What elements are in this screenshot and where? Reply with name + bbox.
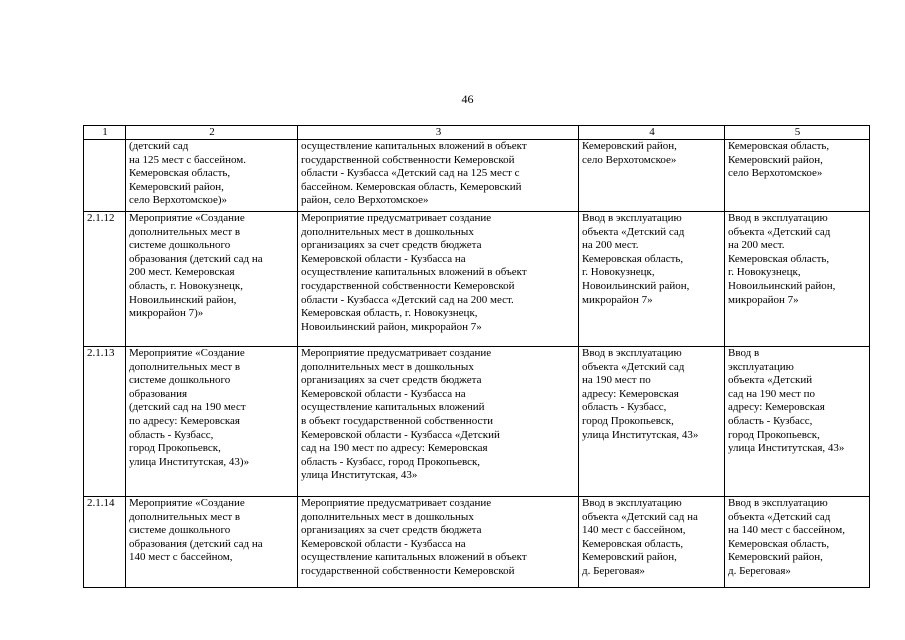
result-cell: Ввод в эксплуатацию объекта «Детский сад на 140 мест с бассейном, Кемеровская область, Кемеровский район, д. Береговая» bbox=[579, 497, 725, 588]
row-number-cell: 2.1.14 bbox=[84, 497, 126, 588]
measure-cell: Мероприятие «Создание дополнительных мест в системе дошкольного образования (детский сад на 190 мест по адресу: Кемеровская область - Кузбасс, город Прокопьевск, улица Институтская, 43)» bbox=[126, 347, 298, 497]
column-header-3: 3 bbox=[298, 126, 579, 140]
measure-cell: Мероприятие «Создание дополнительных мест в системе дошкольного образования (детский сад на 200 мест. Кемеровская область, г. Новокузнецк, Новоильинский район, микрорайон 7)» bbox=[126, 212, 298, 347]
row-number-cell: 2.1.13 bbox=[84, 347, 126, 497]
table-row bbox=[84, 347, 870, 497]
indicator-cell: Кемеровская область, Кемеровский район, село Верхотомское» bbox=[725, 140, 870, 212]
row-number-cell bbox=[84, 140, 126, 212]
indicator-cell: Ввод в эксплуатацию объекта «Детский сад на 140 мест с бассейном, Кемеровская область, Кемеровский район, д. Береговая» bbox=[725, 497, 870, 588]
description-cell: Мероприятие предусматривает создание дополнительных мест в дошкольных организациях за счет средств бюджета Кемеровской области - Кузбасса на осуществление капитальных вложений в объект государственной собственности Кемеровской области - Кузбасса «Детский сад на 190 мест по адресу: Кемеровская область - Кузбасс, город Прокопьевск, улица Институтская, 43» bbox=[298, 347, 579, 497]
measure-cell: Мероприятие «Создание дополнительных мест в системе дошкольного образования (детский сад на 140 мест с бассейном, bbox=[126, 497, 298, 588]
table-row bbox=[84, 212, 870, 347]
column-header-2: 2 bbox=[126, 126, 298, 140]
indicator-cell: Ввод в эксплуатацию объекта «Детский сад на 200 мест. Кемеровская область, г. Новокузнецк, Новоильинский район, микрорайон 7» bbox=[725, 212, 870, 347]
result-cell: Ввод в эксплуатацию объекта «Детский сад на 190 мест по адресу: Кемеровская область - Кузбасс, город Прокопьевск, улица Институтская, 43» bbox=[579, 347, 725, 497]
row-number-cell: 2.1.12 bbox=[84, 212, 126, 347]
description-cell: Мероприятие предусматривает создание дополнительных мест в дошкольных организациях за счет средств бюджета Кемеровской области - Кузбасса на осуществление капитальных вложений в объект государственной собственности Кемеровской области - Кузбасса «Детский сад на 200 мест. Кемеровская область, г. Новокузнецк, Новоильинский район, микрорайон 7» bbox=[298, 212, 579, 347]
indicator-cell: Ввод в эксплуатацию объекта «Детский сад на 190 мест по адресу: Кемеровская область - Кузбасс, город Прокопьевск, улица Институтская, 43» bbox=[725, 347, 870, 497]
table-row bbox=[84, 140, 870, 212]
column-header-5: 5 bbox=[725, 126, 870, 140]
result-cell: Ввод в эксплуатацию объекта «Детский сад на 200 мест. Кемеровская область, г. Новокузнецк, Новоильинский район, микрорайон 7» bbox=[579, 212, 725, 347]
column-header-1: 1 bbox=[84, 126, 126, 140]
measure-cell: (детский сад на 125 мест с бассейном. Кемеровская область, Кемеровский район, село Верхотомское)» bbox=[126, 140, 298, 212]
column-header-4: 4 bbox=[579, 126, 725, 140]
description-cell: Мероприятие предусматривает создание дополнительных мест в дошкольных организациях за счет средств бюджета Кемеровской области - Кузбасса на осуществление капитальных вложений в объект государственной собственности Кемеровской bbox=[298, 497, 579, 588]
measures-table bbox=[83, 125, 870, 588]
description-cell: осуществление капитальных вложений в объект государственной собственности Кемеровской области - Кузбасса «Детский сад на 125 мест с бассейном. Кемеровская область, Кемеровский район, село Верхотомское» bbox=[298, 140, 579, 212]
result-cell: Кемеровский район, село Верхотомское» bbox=[579, 140, 725, 212]
table-row bbox=[84, 497, 870, 588]
header-row bbox=[84, 126, 870, 140]
page-number: 46 bbox=[461, 92, 474, 106]
